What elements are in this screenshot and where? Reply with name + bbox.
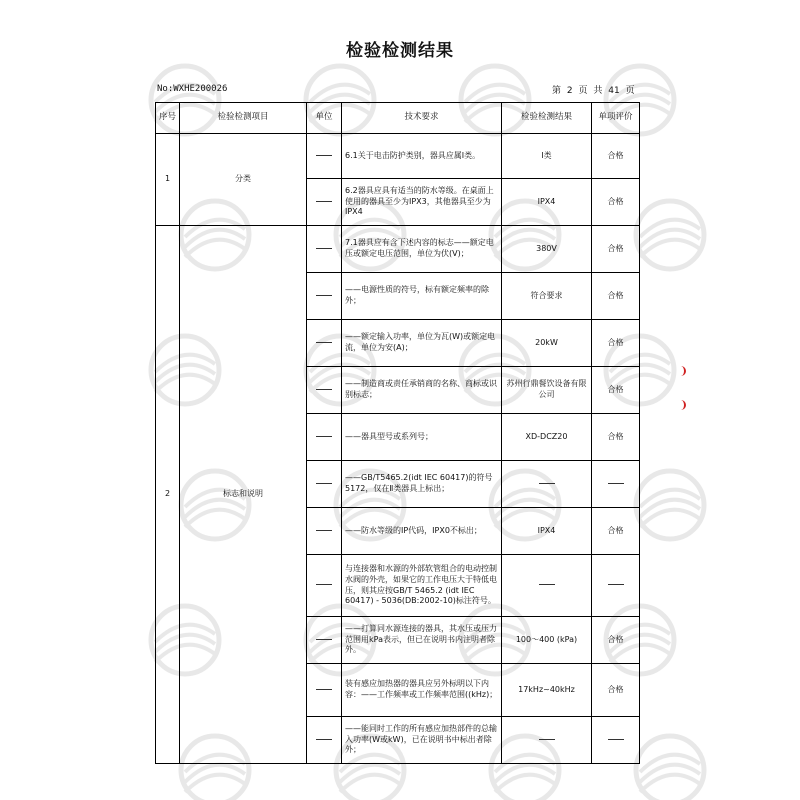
binding-mark [678,400,686,410]
row-evaluation [592,461,640,508]
page-title: 检验检测结果 [346,41,454,61]
dash-mark [316,639,332,640]
row-unit [307,226,342,273]
row-no: 1 [156,134,180,226]
row-evaluation: 合格 [592,226,640,273]
dash-mark [316,436,332,437]
page-counter [552,83,638,96]
row-result [502,717,592,764]
row-result: IPX4 [502,508,592,555]
row-requirement: ——电源性质的符号，标有额定频率的除外； [342,273,502,320]
col-header-item: 检验检测项目 [180,103,307,134]
row-result [502,461,592,508]
row-evaluation: 合格 [592,617,640,664]
row-unit [307,320,342,367]
row-result: 符合要求 [502,273,592,320]
dash-mark [316,201,332,202]
dash-mark [539,483,555,484]
row-unit [307,555,342,617]
row-result: 20kW [502,320,592,367]
row-result: 100～400 (kPa) [502,617,592,664]
watermark-logo [636,736,704,800]
row-unit [307,179,342,226]
row-unit [307,414,342,461]
row-requirement: ——器具型号或系列号； [342,414,502,461]
row-result [502,555,592,617]
row-item: 标志和说明 [180,226,307,764]
row-unit [307,617,342,664]
row-unit [307,717,342,764]
row-evaluation: 合格 [592,414,640,461]
dash-mark [316,483,332,484]
watermark-logo [636,471,704,539]
row-evaluation: 合格 [592,179,640,226]
row-result: 17kHz~40kHz [502,664,592,717]
page-suffix: 页 [625,86,635,96]
row-item: 分类 [180,134,307,226]
row-no: 2 [156,226,180,764]
watermark-logo [636,201,704,269]
table-header-row [156,103,640,134]
dash-mark [608,739,624,740]
row-evaluation: 合格 [592,367,640,414]
report-number: No:WXHE200026 [157,84,228,94]
dash-mark [316,342,332,343]
row-requirement: 装有感应加热器的器具应另外标明以下内容：——工作频率或工作频率范围((kHz)； [342,664,502,717]
table-row [156,134,640,179]
page-mid2: 共 [593,86,603,96]
row-evaluation: 合格 [592,320,640,367]
page-total: 41 [608,86,620,96]
row-requirement: 6.2器具应具有适当的防水等级。在桌面上使用的器具至少为IPX3，其他器具至少为IPX4 [342,179,502,226]
col-header-requirement: 技术要求 [342,103,502,134]
page-current: 2 [566,86,573,96]
row-result: XD-DCZ20 [502,414,592,461]
dash-mark [608,584,624,585]
row-unit [307,134,342,179]
col-header-evaluation: 单项评价 [592,103,640,134]
row-unit [307,461,342,508]
dash-mark [316,530,332,531]
col-header-no: 序号 [156,103,180,134]
row-result: IPX4 [502,179,592,226]
row-unit [307,273,342,320]
dash-mark [316,389,332,390]
row-unit [307,367,342,414]
row-requirement: ——额定输入功率，单位为瓦(W)或额定电流，单位为安(A)； [342,320,502,367]
row-evaluation [592,717,640,764]
row-result: 380V [502,226,592,273]
dash-mark [316,295,332,296]
row-evaluation: 合格 [592,664,640,717]
col-header-unit: 单位 [307,103,342,134]
dash-mark [539,739,555,740]
row-requirement: ——能同时工作的所有感应加热部件的总输入功率(W或kW)，已在说明书中标出者除外； [342,717,502,764]
col-header-result: 检验检测结果 [502,103,592,134]
row-requirement: 7.1器具应有含下述内容的标志——额定电压或额定电压范围，单位为伏(V)； [342,226,502,273]
dash-mark [608,483,624,484]
page-prefix: 第 [552,86,562,96]
row-requirement: ——GB/T5465.2(idt IEC 60417)的符号5172，仅在Ⅱ类器具上标出； [342,461,502,508]
row-evaluation: 合格 [592,273,640,320]
row-requirement: ——制造商或责任承销商的名称、商标或识别标志； [342,367,502,414]
row-requirement: 与连接器和水源的外部软管组合的电动控制水阀的外壳，如果它的工作电压大于特低电压，则其应按GB/T 5465.2 (idt IEC 60417) - 5036(DB:2002-10)标注符号。 [342,555,502,617]
row-requirement: ——打算同水源连接的器具，其水压或压力范围用kPa表示，但已在说明书内注明者除外。 [342,617,502,664]
row-unit [307,508,342,555]
dash-mark [316,739,332,740]
results-table [155,102,640,764]
dash-mark [316,248,332,249]
dash-mark [316,155,332,156]
dash-mark [316,584,332,585]
row-unit [307,664,342,717]
page-mid1: 页 [578,86,588,96]
binding-mark [678,366,686,376]
row-result: 苏州行鼎餐饮设备有限公司 [502,367,592,414]
row-result: Ⅰ类 [502,134,592,179]
table-row [156,226,640,273]
row-evaluation: 合格 [592,134,640,179]
row-evaluation: 合格 [592,508,640,555]
dash-mark [316,689,332,690]
row-requirement: 6.1关于电击防护类别，器具应属Ⅰ类。 [342,134,502,179]
row-evaluation [592,555,640,617]
row-requirement: ——防水等级的IP代码，IPX0不标出； [342,508,502,555]
dash-mark [539,584,555,585]
